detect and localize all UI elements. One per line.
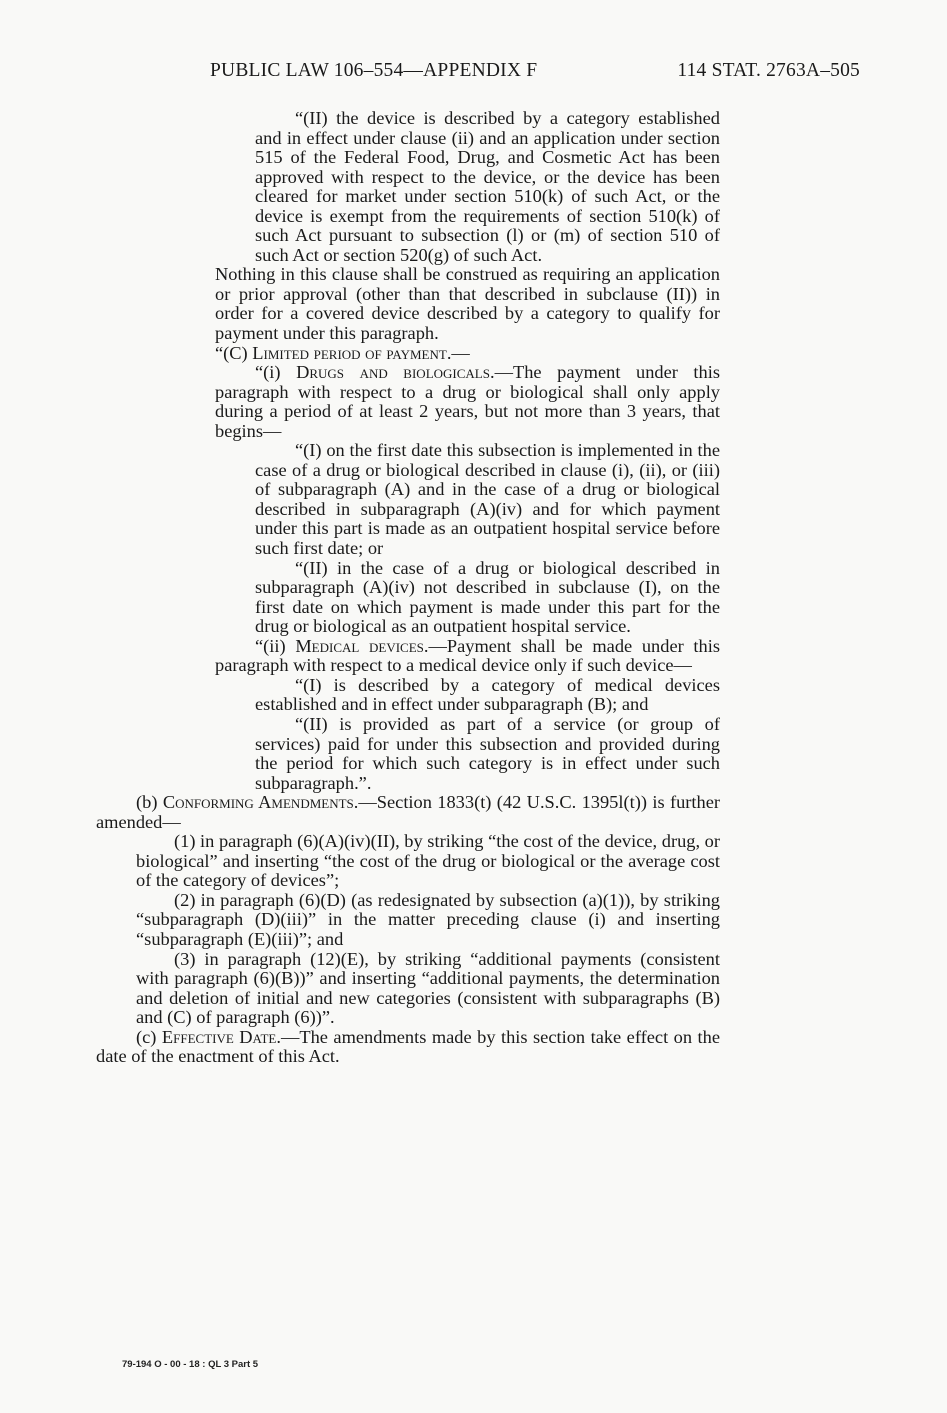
- subsection-b-conforming-amendments: [96, 793, 720, 832]
- header-law-title: PUBLIC LAW 106–554—APPENDIX F: [210, 60, 538, 81]
- clause-i-text: .—The payment under this paragraph with respect to a drug or biological shall only apply during a period of at least 2 years, but not more than 3 years, that begins—: [215, 362, 720, 441]
- subsection-c-effective-date: [96, 1028, 720, 1067]
- subsection-b-text: .—Section 1833(t) (42 U.S.C. 1395l(t)) is further amended—: [96, 792, 720, 832]
- clause-ii-subclause-I: “(I) is described by a category of medical devices established and in effect under subparagraph (B); and: [255, 674, 720, 715]
- clause-ii-subclause-II: “(II) is provided as part of a service (or group of services) paid for under this subsection and provided during the period for which such category is in effect under such subparagraph.”.: [255, 713, 720, 793]
- subparagraph-C-title: Limited period of payment: [252, 342, 447, 363]
- clause-i-subclause-II: “(II) in the case of a drug or biological described in subparagraph (A)(iv) not described in subclause (I), on the first date on which payment is made under this part for the drug or biological as an outpatient hospital service.: [255, 557, 720, 637]
- nothing-clause-paragraph: Nothing in this clause shall be construed as requiring an application or prior approval (other than that described in subclause (II)) in order for a covered device described by a category to qualify for payment under this paragraph.: [215, 264, 720, 344]
- subparagraph-C-prefix: “(C): [215, 342, 253, 363]
- print-job-code: 79-194 O - 00 - 18 : QL 3 Part 5: [122, 1359, 259, 1370]
- subclause-II-device: “(II) the device is described by a category established and in effect under clause (ii) and an application under section 515 of the Federal Food, Drug, and Cosmetic Act has been approved with respect to the device, or the device has been cleared for market under section 510(k) of such Act, or the device is exempt from the requirements of section 510(k) of such Act pursuant to subsection (l) or (m) of section 510 of such Act or section 520(g) of such Act.: [255, 108, 720, 265]
- clause-i-drugs-biologicals: [215, 363, 720, 441]
- document-body: [0, 109, 947, 1067]
- amendment-paragraph-1: (1) in paragraph (6)(A)(iv)(II), by striking “the cost of the device, drug, or biological” and inserting “the cost of the drug or biological or the average cost of the category of devices”;: [136, 831, 720, 891]
- header-statute-citation: 114 STAT. 2763A–505: [677, 60, 860, 81]
- subsection-b-prefix: (b): [136, 792, 163, 813]
- amendment-paragraph-3: (3) in paragraph (12)(E), by striking “additional payments (consistent with paragraph (6)(B))” and inserting “additional payments, the determination and deletion of initial and new categories (consistent with subparagraphs (B) and (C) of paragraph (6))”.: [136, 948, 720, 1028]
- clause-i-subclause-I: “(I) on the first date this subsection is implemented in the case of a drug or biological described in clause (i), (ii), or (iii) of subparagraph (A) and in the case of a drug or biological described in subparagraph (A)(iv) and for which payment under this part is made as an outpatient hospital service before such first date; or: [255, 440, 720, 559]
- clause-i-prefix: “(i): [255, 362, 297, 383]
- clause-ii-title: Medical devices: [295, 635, 424, 656]
- subsection-b-title: Conforming Amendments: [162, 792, 354, 813]
- clause-ii-medical-devices: [215, 637, 720, 676]
- subsection-c-title: Effective Date: [161, 1026, 277, 1047]
- subsection-c-prefix: (c): [136, 1026, 162, 1047]
- subsection-c-text: .—The amendments made by this section take effect on the date of the enactment of this Act.: [96, 1026, 720, 1067]
- clause-ii-text: .—Payment shall be made under this paragraph with respect to a medical device only if such device—: [215, 635, 720, 676]
- subparagraph-C-heading: [215, 344, 720, 364]
- clause-i-title: Drugs and biologicals: [296, 362, 490, 383]
- subparagraph-C-suffix: .—: [446, 342, 470, 363]
- amendment-paragraph-2: (2) in paragraph (6)(D) (as redesignated by subsection (a)(1)), by striking “subparagraph (D)(iii)” in the matter preceding clause (i) and inserting “subparagraph (E)(iii)”; and: [136, 889, 720, 949]
- clause-ii-prefix: “(ii): [255, 635, 296, 656]
